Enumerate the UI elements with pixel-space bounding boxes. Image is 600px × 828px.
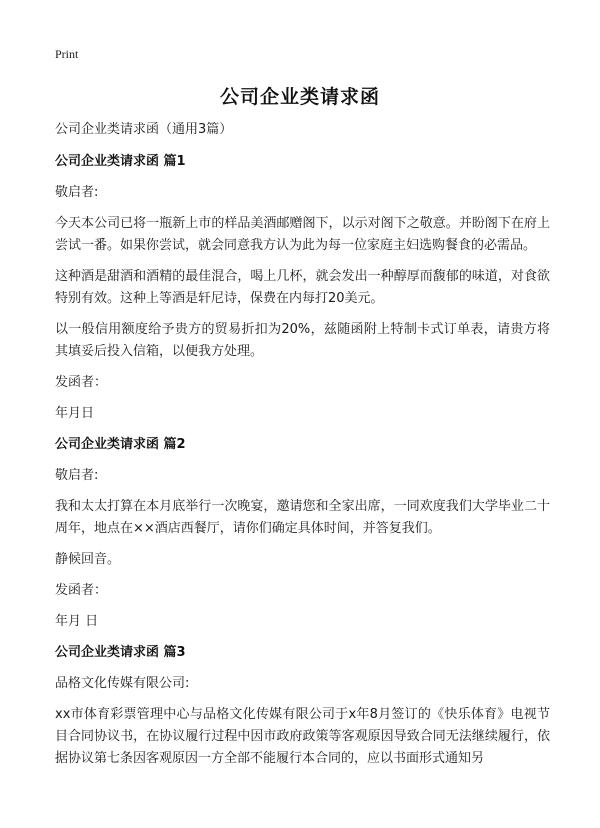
letter-date: 年月 日 (55, 614, 99, 629)
letter-sender: 发函者： (55, 583, 108, 598)
letter-paragraph: 静候回音。 (55, 552, 121, 567)
letter-heading: 公司企业类请求函 篇2 (55, 437, 186, 452)
letter-1 (55, 151, 550, 425)
letter-paragraph: 我和太太打算在本月底举行一次晚宴，邀请您和全家出席，一同欢度我们大学毕业二十周年，地点在××酒店西餐厅，请你们确定具体时间，并答复我们。 (55, 499, 550, 536)
letter-paragraph: 这种酒是甜酒和酒精的最佳混合，喝上几杯，就会发出一种醇厚而馥郁的味道，对食欲特别有效。这种上等酒是轩尼诗，保费在内每打20美元。 (55, 269, 550, 306)
letter-heading: 公司企业类请求函 篇3 (55, 645, 186, 660)
letter-salutation: 敬启者: (55, 185, 99, 200)
print-label[interactable]: Print (55, 47, 79, 61)
letter-salutation: 品格文化传媒有限公司: (55, 676, 190, 691)
letter-heading: 公司企业类请求函 篇1 (55, 154, 186, 169)
letter-sender: 发函者： (55, 375, 108, 390)
document-body (55, 119, 550, 779)
page-title: 公司企业类请求函 (219, 86, 380, 108)
letter-2 (55, 434, 550, 633)
letter-3 (55, 642, 550, 770)
letter-paragraph: xx市体育彩票管理中心与品格文化传媒有限公司于x年8月签订的《快乐体育》电视节目合同协议书，在协议履行过程中因市政府政策等客观原因导致合同无法继续履行，依据协议第七条因客观原因一方全部不能履行本合同的，应以书面形式通知另 (55, 707, 550, 766)
letter-date: 年月日 (55, 406, 95, 421)
letter-paragraph: 以一般信用额度给予贵方的贸易折扣为20%，兹随函附上特制卡式订单表，请贵方将其填妥后投入信箱，以便我方处理。 (55, 322, 550, 359)
document-subtitle: 公司企业类请求函（通用3篇） (55, 122, 233, 137)
letter-salutation: 敬启者: (55, 468, 99, 483)
letter-paragraph: 今天本公司已将一瓶新上市的样品美酒邮赠阁下，以示对阁下之敬意。并盼阁下在府上尝试一番。如果你尝试，就会同意我方认为此为每一位家庭主妇选购餐食的必需品。 (55, 216, 550, 253)
